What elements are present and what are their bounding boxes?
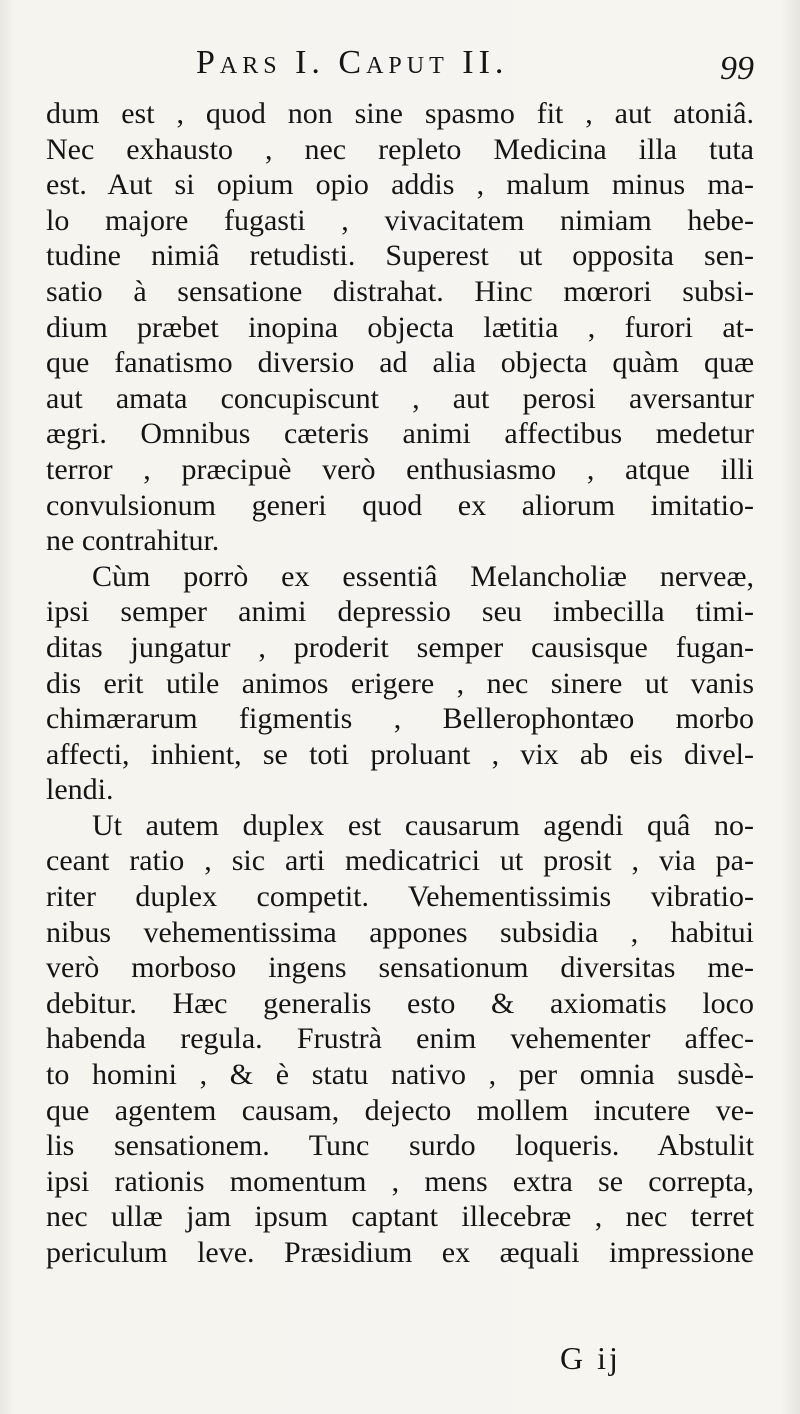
text-line: convulsionum generi quod ex aliorum imitatio- — [46, 488, 754, 522]
text-line: ditas jungatur , proderit semper causisque fugan- — [46, 630, 754, 664]
text-line: nibus vehementissima appones subsidia , habitui — [46, 915, 754, 949]
text-line: lo majore fugasti , vivacitatem nimiam hebe- — [46, 203, 754, 237]
text-line: dum est , quod non sine spasmo fit , aut atoniâ. — [46, 97, 754, 130]
text-line: chimærarum figmentis , Bellerophontæo morbo — [46, 702, 754, 736]
text-line: que fanatismo diversio ad alia objecta quàm quæ — [46, 346, 754, 380]
text-line: periculum leve. Præsidium ex æquali impressione — [46, 1236, 754, 1269]
text-line: to homini , & è statu nativo , per omnia susdè- — [46, 1058, 754, 1092]
text-line: Nec exhausto , nec repleto Medicina illa tuta — [46, 132, 754, 166]
text-line: lis sensationem. Tunc surdo loqueris. Abstulit — [46, 1129, 754, 1163]
text-line: nec ullæ jam ipsum captant illecebræ , nec terret — [46, 1200, 754, 1234]
text-line: terror , præcipuè verò enthusiasmo , atque illi — [46, 452, 754, 486]
text-line: aut amata concupiscunt , aut perosi aversantur — [46, 381, 754, 415]
text-line: tudine nimiâ retudisti. Superest ut opposita sen- — [46, 239, 754, 273]
text-line: debitur. Hæc generalis esto & axiomatis loco — [46, 986, 754, 1020]
text-line: ægri. Omnibus cæteris animi affectibus medetur — [46, 417, 754, 451]
text-line: ceant ratio , sic arti medicatrici ut prosit , via pa- — [46, 844, 754, 878]
text-line: Cùm porrò ex essentiâ Melancholiæ nerveæ, — [92, 559, 754, 593]
text-line: dis erit utile animos erigere , nec sinere ut vanis — [46, 666, 754, 700]
text-line: affecti, inhient, se toti proluant , vix ab eis divel- — [46, 737, 754, 771]
text-line: est. Aut si opium opio addis , malum minus ma- — [46, 168, 754, 202]
text-line: Ut autem duplex est causarum agendi quâ no- — [92, 808, 754, 842]
text-line: habenda regula. Frustrà enim vehementer affec- — [46, 1022, 754, 1056]
text-line: ipsi rationis momentum , mens extra se correpta, — [46, 1164, 754, 1198]
text-line: que agentem causam, dejecto mollem incutere ve- — [46, 1093, 754, 1127]
text-line: lendi. — [46, 773, 114, 807]
text-line: ipsi semper animi depressio seu imbecilla timi- — [46, 595, 754, 629]
text-line: ne contrahitur. — [46, 524, 220, 558]
body-text — [46, 96, 754, 1271]
text-line: riter duplex competit. Vehementissimis vibratio- — [46, 880, 754, 914]
text-line: verò morboso ingens sensationum diversitas me- — [46, 951, 754, 985]
running-head: Pars I. Caput II. — [196, 44, 509, 81]
page-number: 99 — [720, 50, 754, 87]
text-line: dium præbet inopina objecta lætitia , furori at- — [46, 310, 754, 344]
page-header — [196, 44, 760, 92]
signature-mark: G ij — [560, 1340, 621, 1376]
text-line: satio à sensatione distrahat. Hinc mœrori subsi- — [46, 274, 754, 308]
